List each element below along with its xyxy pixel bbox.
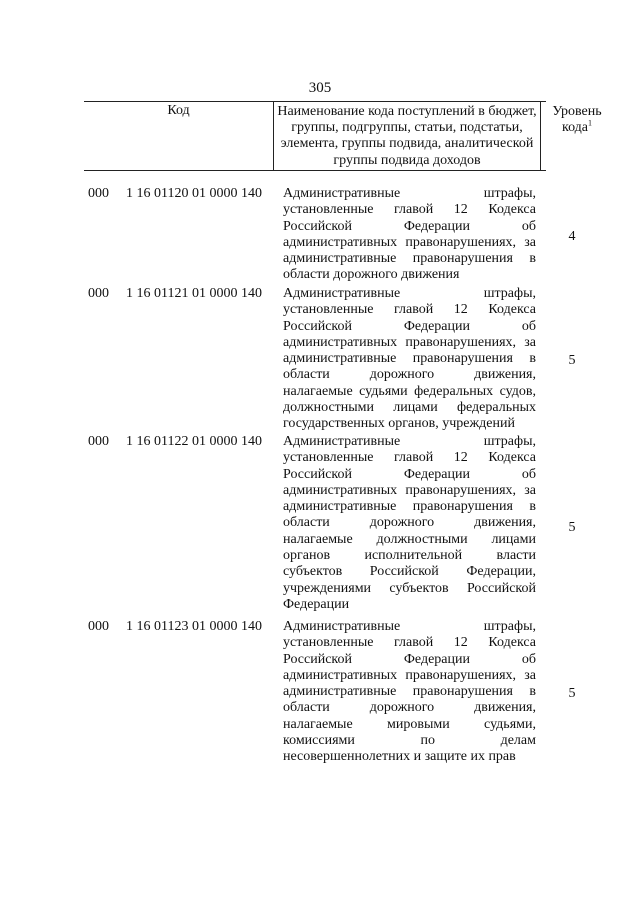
admin-code: 000 xyxy=(88,434,109,449)
budget-code: 1 16 01121 01 0000 140 xyxy=(126,286,262,301)
table-header xyxy=(84,101,602,171)
budget-code: 1 16 01123 01 0000 140 xyxy=(126,619,262,634)
admin-code: 000 xyxy=(88,619,109,634)
code-name: Административные штрафы, установленные главой 12 Кодекса Российской Федерации об административных правонарушениях, за административные правонарушения в области дорожного движения xyxy=(283,186,536,283)
page-number: 305 xyxy=(308,80,332,96)
budget-code: 1 16 01122 01 0000 140 xyxy=(126,434,262,449)
code-name: Административные штрафы, установленные главой 12 Кодекса Российской Федерации об административных правонарушениях, за административные правонарушения в области дорожного движения, налагаемые должностными лицами органов исполнительной власти субъектов Российской Федерации, учреждениями субъектов Российской Федерации xyxy=(283,434,536,612)
code-name: Административные штрафы, установленные главой 12 Кодекса Российской Федерации об административных правонарушениях, за административные правонарушения в области дорожного движения, налагаемые мировыми судьями, комиссиями по делам несовершеннолетних и защите их прав xyxy=(283,619,536,765)
header-level xyxy=(544,104,610,136)
budget-code: 1 16 01120 01 0000 140 xyxy=(126,186,262,201)
header-code: Код xyxy=(167,103,190,118)
header-level-text: Уровень кода xyxy=(552,104,602,135)
code-level: 4 xyxy=(568,229,576,244)
code-name: Административные штрафы, установленные главой 12 Кодекса Российской Федерации об административных правонарушениях, за административные правонарушения в области дорожного движения, налагаемые судьями федеральных судов, должностными лицами федеральных государственных органов, учреждений xyxy=(283,286,536,432)
column-divider xyxy=(273,102,274,170)
code-level: 5 xyxy=(568,686,576,701)
admin-code: 000 xyxy=(88,286,109,301)
code-level: 5 xyxy=(568,353,576,368)
admin-code: 000 xyxy=(88,186,109,201)
code-level: 5 xyxy=(568,520,576,535)
header-name: Наименование кода поступлений в бюджет, группы, подгруппы, статьи, подстатьи, элемента, группы подвида, аналитической группы подвида доходов xyxy=(277,104,537,168)
header-level-footnote: 1 xyxy=(588,118,593,128)
column-divider xyxy=(540,102,541,170)
